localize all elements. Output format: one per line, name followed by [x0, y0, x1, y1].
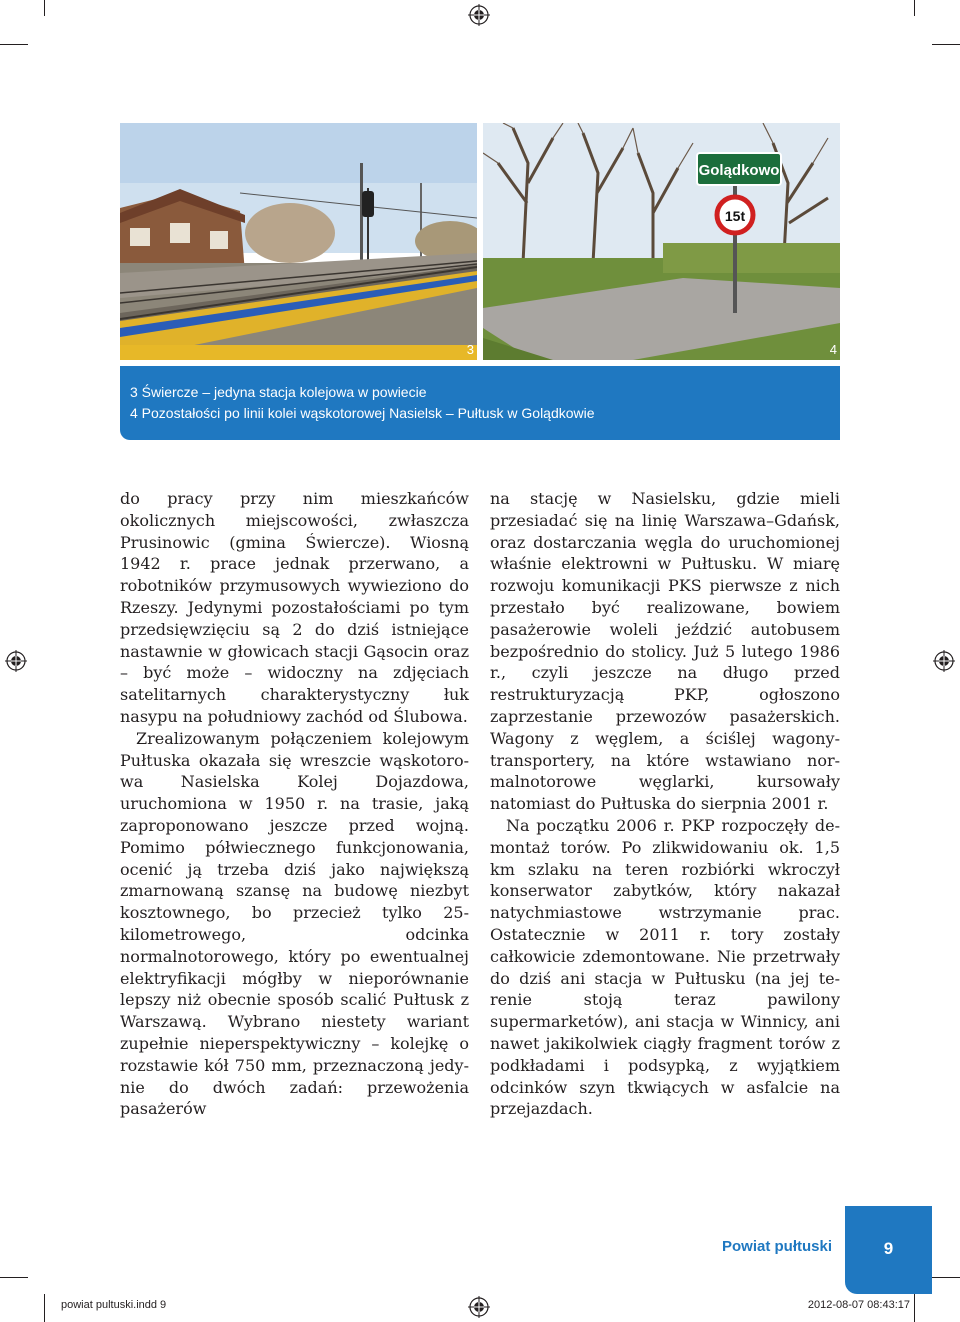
paragraph: Na początku 2006 r. PKP rozpoczęły demontaż torów. Po zlikwidowaniu ok. 1,5 km szlaku na teren rozbiórki wkroczył konserwator zabytków, który nakazał natychmiastowe wstrzymanie prac. Ostatecznie w 2011 r. tory zostały całkowicie zdemontowane. Nie przetrwały do dziś ani stacja w Pułtusku (na jej terenie stoją teraz pawilony supermarketów), ani stacja w Winnicy, ani nawet jakikolwiek ciągły fragment torów z podkładami i podsypką, z wyjątkiem odcinków szyn tkwiących w asfalcie na przejazdach. — [490, 815, 840, 1119]
caption-photo-3: 3 Świercze – jedyna stacja kolejowa w powiecie — [130, 384, 427, 400]
crop-mark-top-right-vertical — [914, 0, 915, 16]
text-column-right — [490, 488, 840, 1120]
crop-mark-bottom-left-vertical — [44, 1294, 45, 1322]
weight-limit-sign-text: 15t — [724, 208, 746, 224]
registration-mark-icon — [933, 650, 955, 672]
running-footer-title: Powiat pułtuski — [722, 1238, 833, 1255]
village-sign-text: Golądkowo — [698, 162, 780, 179]
paragraph: do pracy przy nim mieszkańców okolicznych miejscowości, zwłaszcza Prusinowic (gmina Świercze). Wiosną 1942 r. prace jednak przerwano, a robotników przymusowych wywieziono do Rzeszy. Jedynymi pozostałościami po tym przedsięwzięciu są 2 do dziś istniejące nastawnie w głowicach stacji Gąsocin oraz – być może – widoczny na zdjęciach satelitarnych charakterystyczny łuk nasypu na południowy zachód od Ślubowa. — [120, 489, 469, 726]
paragraph: Zrealizowanym połączeniem kolejowym Pułtuska okazała się wreszcie wąskotorowa Nasielska Kolej Dojazdowa, uruchomiona w 1950 r. na trasie, jaką zaproponowano jeszcze przed wojną. Pomimo półwiecznego funkcjonowania, ocenić ją trzeba dziś jako największą zmarnowaną szansę na budowę niezbyt kosztownego, bo przecież tylko 25-kilometrowego, odcinka normalnotorowego, który po ewentualnej elektryfikacji mógłby w nieporównanie lepszy niż obecnie sposób scalić Pułtusk z Warszawą. Wybrano niestety wariant zupełnie nieperspektywiczny – kolejkę o rozstawie kół 750 mm, przeznaczoną jedynie do dwóch zadań: przewożenia pasażerów — [120, 728, 469, 1119]
photo-number: 4 — [829, 342, 837, 357]
crop-mark-top-left-vertical — [44, 0, 45, 16]
page-number: 9 — [883, 1239, 894, 1258]
crop-mark-bottom-right-vertical — [914, 1294, 915, 1322]
crop-mark-bottom-left-horizontal — [0, 1277, 28, 1278]
paragraph: na stację w Nasielsku, gdzie mieli przesiadać się na linię Warszawa–Gdańsk, oraz dostarczania węgla do uruchomionej właśnie elektrowni w Pułtusku. W miarę rozwoju komunikacji PKS pierwsze z nich przestało być realizowane, bowiem pasażerowie woleli jeździć autobusem bezpośrednio do stolicy. Już 5 lutego 1986 r., czyli jeszcze na długo przed restrukturyzacją PKP, ogłoszono zaprzestanie przewozów pasażerskich. Wagony z węglem, a ściślej wagony-transportery, na które wstawiano normalnotorowe węglarki, kursowały natomiast do Pułtuska do sierpnia 2001 r. — [490, 489, 840, 814]
text-column-left — [120, 488, 469, 1120]
crop-mark-top-right-horizontal — [932, 44, 960, 45]
slug-timestamp: 2012-08-07 08:43:17 — [807, 1299, 910, 1311]
crop-mark-bottom-right-horizontal — [932, 1277, 960, 1278]
registration-mark-icon — [468, 1296, 490, 1318]
photo-railway-station — [120, 123, 477, 360]
slug-filename: powiat pultuski.indd 9 — [61, 1299, 167, 1311]
registration-mark-icon — [5, 650, 27, 672]
page-number-tab — [845, 1206, 932, 1294]
crop-mark-top-left-horizontal — [0, 44, 28, 45]
photo-number: 3 — [466, 342, 474, 357]
photo-goladkowo-road — [483, 123, 840, 360]
caption-band — [120, 366, 840, 440]
registration-mark-icon — [468, 4, 490, 26]
caption-photo-4: 4 Pozostałości po linii kolei wąskotorowej Nasielsk – Pułtusk w Golądkowie — [130, 405, 595, 421]
